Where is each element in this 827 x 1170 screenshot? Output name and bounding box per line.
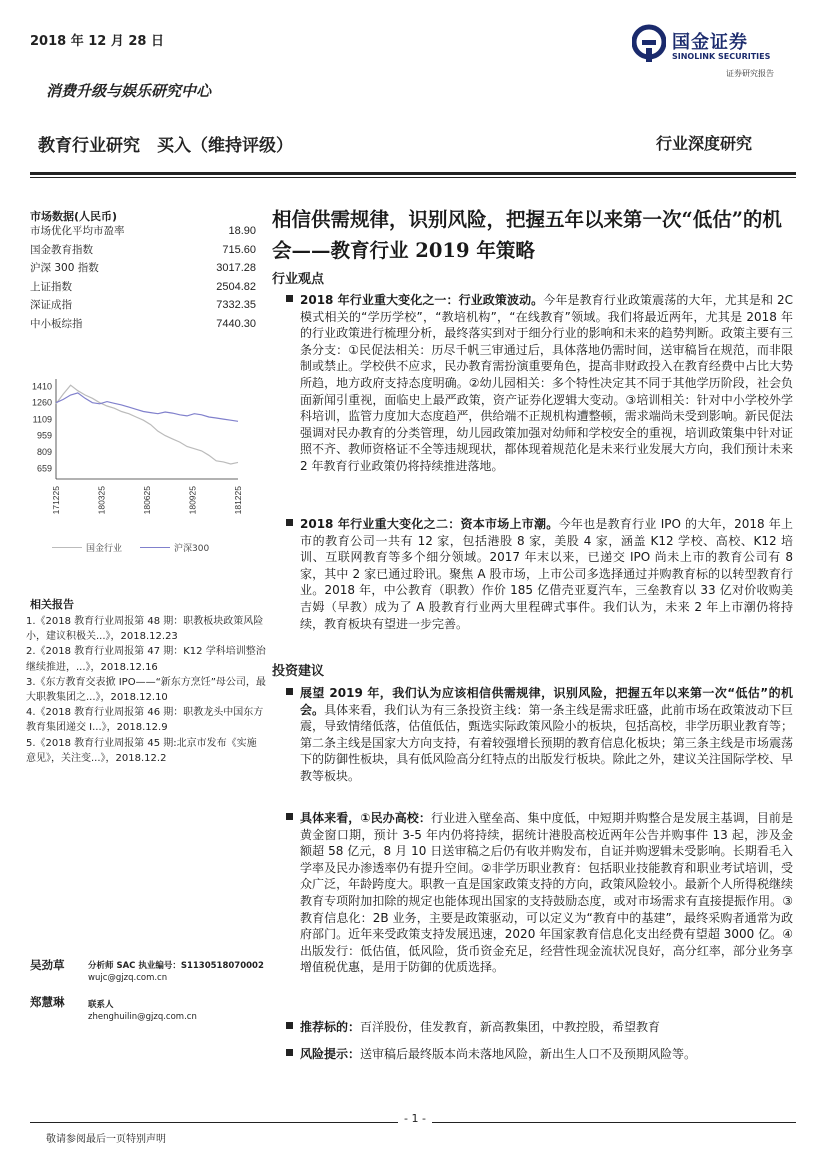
market-label: 市场优化平均市盈率 [30, 225, 125, 237]
legend-series-1: 国金行业 [86, 544, 123, 554]
report-date: 2018 年 12 月 28 日 [30, 34, 164, 49]
logo-name-en: SINOLINK SECURITIES [672, 52, 771, 61]
y-tick-label: 1260 [31, 397, 52, 408]
market-row [30, 278, 256, 297]
y-tick-label: 809 [36, 447, 52, 458]
x-tick-label: 181225 [233, 486, 243, 515]
contact-email[interactable]: zhenghuilin@gjzq.com.cn [88, 1012, 197, 1022]
market-value: 7440.30 [216, 317, 256, 330]
paragraph-lead: 风险提示： [300, 1047, 361, 1061]
market-value: 715.60 [222, 243, 256, 256]
paragraph-lead: 推荐标的： [300, 1020, 361, 1034]
analyst-name: 吴劲草 [30, 958, 65, 972]
market-data-heading: 市场数据(人民币) [30, 210, 118, 223]
legend-swatch [140, 547, 170, 548]
bullet-icon [286, 688, 293, 695]
bullet-icon [286, 1049, 293, 1056]
paragraph-lead: 具体来看，①民办高校： [300, 811, 431, 825]
x-tick-label: 180625 [142, 486, 152, 515]
contact-name: 郑慧琳 [30, 995, 65, 1009]
legend-series-2: 沪深300 [174, 544, 210, 554]
related-report-item[interactable]: 1.《2018 教育行业周报第 48 期：职教板块政策风险小，建议积极关...》，2018.12.23 [26, 616, 264, 643]
report-rating-title: 教育行业研究 买入（维持评级） [38, 136, 293, 156]
analyst-sac-number: 分析师 SAC 执业编号：S1130518070002 [88, 961, 264, 971]
y-tick-label: 659 [36, 463, 52, 474]
paragraph-recommend [300, 1019, 793, 1036]
paragraph-text: 今年是教育行业政策震荡的大年，尤其是和 2C 模式相关的“学历学校”，“教培机构”，“在线教育”领域。我们将最近两年，尤其是 2018 年的行业政策进行梳理分析，最终落实到对于细分行业的影响和未来的趋势判断。政策主要有三条分支：①民促法相关：历尽千帆三审通过后，具体落地仍需时间，送审稿旨在规范，而非限制或禁止。学校供不应求，民办教育需扮演重要角色，提高非财政投入在教育经费中占比大势所趋，地方政府支持态度明确。②幼儿园相关：多个特性决定其不同于其他学历阶段，社会负面新闻引重视，面临史上最严政策，资产证券化逻辑大变动。③培训相关：针对中小学校外学科培训，监管力度加大态度趋严，供给端不正规机构遭整顿，需求端尚未受到影响。新民促法强调对民办教育的分类管理，幼儿园政策加强对幼师和学校安全的重视，培训政策集中针对证照不齐、教师资格证不全等违规现状，都体现着规范化是未来行业发展大方向，我们预计未来 2 年教育行业政策仍将持续推进落地。 [300, 293, 793, 473]
industry-view-heading: 行业观点 [272, 272, 325, 287]
paragraph-policy [300, 292, 793, 475]
chart-legend [52, 541, 209, 554]
bullet-icon [286, 295, 293, 302]
bullet-icon [286, 1022, 293, 1029]
market-row [30, 222, 256, 241]
contact-role: 联系人 [88, 1000, 114, 1010]
report-type: 行业深度研究 [656, 134, 753, 153]
x-tick-label: 171225 [51, 486, 61, 515]
market-data-table [30, 222, 256, 334]
y-tick-label: 1410 [31, 381, 52, 392]
report-main-title: 相信供需规律，识别风险，把握五年以来第一次“低估”的机会——教育行业 2019 年策略 [272, 208, 782, 262]
analyst-email[interactable]: wujc@gjzq.com.cn [88, 973, 168, 983]
market-label: 上证指数 [30, 280, 72, 293]
market-label: 中小板综指 [30, 317, 83, 330]
market-value: 7332.35 [216, 299, 256, 312]
market-label: 国金教育指数 [30, 243, 93, 256]
related-report-item[interactable]: 3.《东方教育交表掀 IPO——“新东方烹饪”母公司，最大职教集团之...》，2018.12.10 [26, 676, 266, 704]
footer-disclaimer: 敬请参阅最后一页特别声明 [46, 1134, 166, 1145]
related-report-item[interactable]: 4.《2018 教育行业周报第 46 期：职教龙头中国东方教育集团递交 I...》，2018.12.9 [26, 707, 264, 734]
index-performance-chart [24, 375, 260, 555]
series-line [56, 393, 238, 421]
paragraph-text: 百洋股份，佳发教育，新高教集团，中教控股，希望教育 [360, 1020, 661, 1034]
header-divider [30, 172, 796, 175]
market-label: 深证成指 [30, 299, 72, 312]
paragraph-text: 今年也是教育行业 IPO 的大年，2018 年上市的教育公司一共有 12 家，包括港股 8 家，美股 4 家，涵盖 K12 学校、高校、K12 培训、互联网教育等多个细分领域。2017 年末以来，已递交 IPO 尚未上市的教育公司有 8 家，其中 2 家已通过聆讯。聚焦 A 股市场，上市公司多选择通过并购教育标的以转型教育行业。2018 年，中公教育（职教）作价 185 亿借壳亚夏汽车，三垒教育以 33 亿对价收购美吉姆（早教）成为了 A 股教育行业两大里程碑式事件。我们认为，未来 2 年上市潮仍将持续，教育板块有望进一步完善。 [300, 517, 793, 631]
related-reports-heading: 相关报告 [30, 598, 74, 611]
paragraph-details [300, 810, 793, 976]
paragraph-text: 行业进入壁垒高、集中度低，中短期并购整合是发展主基调，目前是黄金窗口期，预计 3-5 年内仍将持续，据统计港股高校近两年公告并购事件 13 起，涉及金额超 58 亿元，8 月 10 日送审稿之后仍有收并购发布，自证并购逻辑未受影响。长期看毛入学率及民办渗透率仍有提升空间。②非学历职业教育：包括职业技能教育和职业考试培训，受众广泛，年龄跨度大。职教一直是国家政策支持的方向，政策风险较小。最新个人所得税继续教育专项附加扣除的规定也能体现出国家的支持鼓励态度，或对市场需求有直接提振作用。③教育信息化：2B 业务，主要是政策驱动，可以定义为“教育中的基建”，最终采购者通常为政府部门。近年来受政策支持发展迅速，2020 年国家教育信息化支出经费有望超 3000 亿。④出版发行：低估值，低风险，货币资金充足，经营性现金流状况良好，高分红率，部分业务享增值税优惠，是用于防御的优质选择。 [300, 811, 793, 975]
market-label: 沪深 300 指数 [30, 262, 99, 275]
logo-name-cn: 国金证券 [672, 32, 748, 53]
logo-subtitle: 证券研究报告 [726, 69, 774, 78]
y-tick-label: 1109 [32, 414, 52, 425]
y-tick-label: 959 [36, 430, 52, 441]
investment-advice-heading: 投资建议 [272, 664, 325, 679]
market-value: 18.90 [228, 225, 256, 237]
paragraph-lead: 2018 年行业重大变化之二：资本市场上市潮。 [300, 517, 559, 531]
market-value: 2504.82 [216, 280, 256, 293]
related-report-item[interactable]: 5.《2018 教育行业周报第 45 期:北京市发布《实施意见》，关注变...》，2018.12.2 [26, 737, 257, 764]
paragraph-text: 送审稿后最终版本尚未落地风险，新出生人口不及预期风险等。 [360, 1047, 697, 1061]
market-row [30, 315, 256, 334]
header-divider-thin [30, 177, 796, 178]
x-tick-label: 180925 [187, 486, 198, 515]
paragraph-text: 具体来看，我们认为有三条投资主线：第一条主线是需求旺盛，此前市场在政策波动下巨震，导致情绪低落，估值低估，甄选实际政策风险小的板块，包括高校，非学历职业教育等；第二条主线是国家大方向支持，有着较强增长预期的教育信息化板块；第三条主线是市场震荡下的防御性板块，具有低风险高分红特点的出版发行板块。除此之外，建议关注国际学校、早教等板块。 [300, 702, 793, 783]
paragraph-risk [300, 1046, 793, 1063]
market-value: 3017.28 [216, 262, 256, 275]
sinolink-logo-icon [632, 24, 666, 64]
related-reports-list [26, 614, 266, 766]
market-row [30, 259, 256, 278]
market-row [30, 241, 256, 260]
bullet-icon [286, 813, 293, 820]
related-report-item[interactable]: 2.《2018 教育行业周报第 47 期：K12 学科培训整治继续推进，...》，2018.12.16 [26, 646, 266, 673]
bullet-icon [286, 519, 293, 526]
legend-swatch [52, 547, 82, 548]
market-row [30, 296, 256, 315]
paragraph-lead: 展望 2019 年，我们认为应该相信供需规律，识别风险，把握五年以来第一次“低估”的机会。 [300, 686, 793, 717]
page-number: - 1 - [398, 1112, 432, 1125]
paragraph-lead: 2018 年行业重大变化之一：行业政策波动。 [300, 293, 544, 307]
paragraph-ipo [300, 516, 793, 632]
research-center-name: 消费升级与娱乐研究中心 [46, 82, 212, 100]
paragraph-outlook [300, 685, 793, 785]
x-tick-label: 180325 [96, 486, 107, 515]
